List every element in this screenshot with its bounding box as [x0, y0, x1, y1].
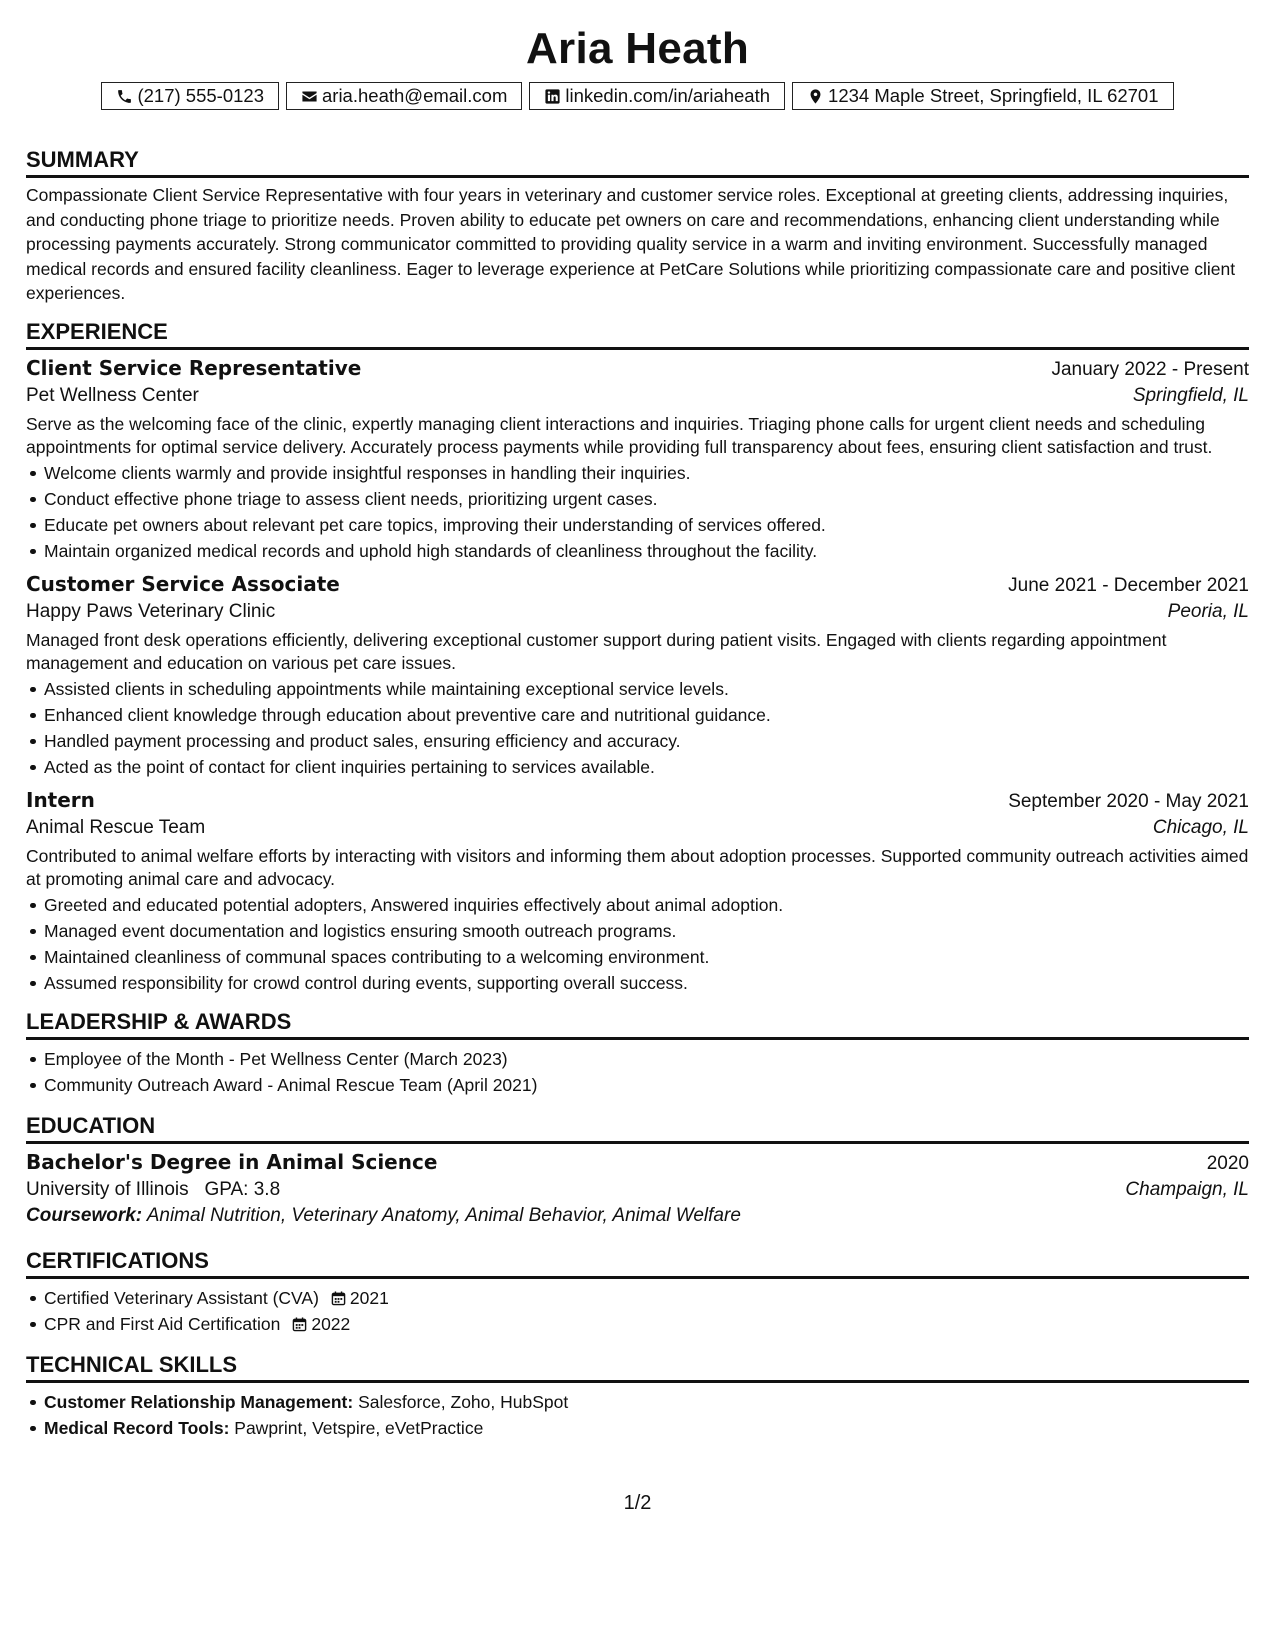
education-subheader [26, 1179, 1249, 1201]
envelope-icon [301, 88, 318, 105]
phone-icon [116, 88, 133, 105]
graduation-year: 2020 [1206, 1152, 1249, 1174]
list-item: Community Outreach Award - Animal Rescue Team (April 2021) [44, 1072, 1249, 1098]
list-item [44, 1389, 1249, 1415]
list-item: Handled payment processing and product sales, ensuring efficiency and accuracy. [44, 728, 1249, 754]
job-bullets [26, 676, 1249, 780]
job-entry [26, 788, 1249, 996]
list-item: Greeted and educated potential adopters, Answered inquiries effectively about animal adoption. [44, 892, 1249, 918]
job-org: Pet Wellness Center [26, 384, 199, 406]
job-subheader [26, 601, 1249, 623]
job-description: Managed front desk operations efficiently, delivering exceptional customer support during patient visits. Engaged with clients regarding appointment management and education on various pet care issues. [26, 629, 1167, 673]
awards-list [26, 1046, 1249, 1098]
gpa: GPA: 3.8 [204, 1178, 281, 1200]
contact-email[interactable] [286, 82, 522, 110]
experience-heading: EXPERIENCE [26, 318, 1249, 350]
skills-list [26, 1389, 1249, 1441]
job-bullets [26, 892, 1249, 996]
experience-section [26, 318, 1249, 996]
job-org: Animal Rescue Team [26, 816, 206, 838]
skills-section [26, 1351, 1249, 1441]
list-item [44, 1285, 1249, 1311]
list-item: Assumed responsibility for crowd control during events, supporting overall success. [44, 970, 1249, 996]
list-item: Employee of the Month - Pet Wellness Center (March 2023) [44, 1046, 1249, 1072]
list-item: Educate pet owners about relevant pet care topics, improving their understanding of services offered. [44, 512, 1249, 538]
education-section [26, 1112, 1249, 1227]
certifications-section [26, 1247, 1249, 1337]
job-location: Chicago, IL [1152, 816, 1249, 838]
contact-bar [26, 82, 1249, 110]
school-info [26, 1179, 280, 1201]
job-header [26, 572, 1249, 597]
education-header [26, 1150, 1249, 1175]
phone-text: (217) 555-0123 [137, 85, 264, 106]
skill-value: Pawprint, Vetspire, eVetPractice [234, 1417, 484, 1438]
summary-heading: SUMMARY [26, 146, 1249, 178]
job-title: Client Service Representative [26, 355, 362, 380]
list-item: Acted as the point of contact for client inquiries pertaining to services available. [44, 754, 1249, 780]
job-header [26, 356, 1249, 381]
job-description: Serve as the welcoming face of the clinic, expertly managing client interactions and inquiries. Triaging phone calls for urgent client needs and scheduling appointments for optimal service delivery. Accurately process payments while providing full transparency about fees, ensuring client satisfaction and trust. [26, 413, 1213, 457]
job-subheader [26, 385, 1249, 407]
list-item: Conduct effective phone triage to assess client needs, prioritizing urgent cases. [44, 486, 1249, 512]
job-entry [26, 356, 1249, 564]
awards-section [26, 1008, 1249, 1098]
list-item [44, 1311, 1249, 1337]
certifications-heading: CERTIFICATIONS [26, 1247, 1249, 1279]
list-item: Assisted clients in scheduling appointments while maintaining exceptional service levels. [44, 676, 1249, 702]
list-item: Welcome clients warmly and provide insightful responses in handling their inquiries. [44, 460, 1249, 486]
skill-label: Medical Record Tools: [44, 1417, 230, 1438]
job-header [26, 788, 1249, 813]
job-title: Customer Service Associate [26, 571, 340, 596]
job-org: Happy Paws Veterinary Clinic [26, 600, 276, 622]
summary-section [26, 146, 1249, 306]
skills-heading: TECHNICAL SKILLS [26, 1351, 1249, 1383]
job-date: September 2020 - May 2021 [1008, 790, 1249, 812]
certification-name: CPR and First Aid Certification [44, 1313, 281, 1334]
certifications-list [26, 1285, 1249, 1337]
email-text: aria.heath@email.com [322, 85, 508, 106]
list-item [44, 1415, 1249, 1441]
job-date: January 2022 - Present [1051, 358, 1249, 380]
awards-heading: LEADERSHIP & AWARDS [26, 1008, 1249, 1040]
job-entry [26, 572, 1249, 780]
school-name: University of Illinois [26, 1178, 189, 1200]
linkedin-icon [544, 88, 561, 105]
skill-label: Customer Relationship Management: [44, 1391, 354, 1412]
contact-phone[interactable] [101, 82, 279, 110]
skill-value: Salesforce, Zoho, HubSpot [358, 1391, 569, 1412]
coursework-text: Animal Nutrition, Veterinary Anatomy, Animal Behavior, Animal Welfare [146, 1204, 741, 1226]
job-location: Peoria, IL [1167, 600, 1249, 622]
candidate-name: Aria Heath [525, 24, 750, 73]
certification-year: 2021 [349, 1287, 389, 1308]
certification-name: Certified Veterinary Assistant (CVA) [44, 1287, 319, 1308]
coursework-label: Coursework: [26, 1204, 143, 1226]
school-location: Champaign, IL [1125, 1178, 1249, 1200]
list-item: Maintained cleanliness of communal spaces contributing to a welcoming environment. [44, 944, 1249, 970]
list-item: Maintain organized medical records and uphold high standards of cleanliness throughout the facility. [44, 538, 1249, 564]
job-subheader [26, 817, 1249, 839]
job-date: June 2021 - December 2021 [1008, 574, 1249, 596]
list-item: Enhanced client knowledge through education about preventive care and nutritional guidance. [44, 702, 1249, 728]
job-bullets [26, 460, 1249, 564]
job-location: Springfield, IL [1132, 384, 1249, 406]
linkedin-text: linkedin.com/in/ariaheath [565, 85, 771, 106]
calendar-icon [292, 1317, 307, 1332]
job-description: Contributed to animal welfare efforts by interacting with visitors and informing them about adoption processes. Supported community outreach activities aimed at promoting animal care and advocacy. [26, 845, 1249, 889]
contact-linkedin[interactable] [529, 82, 785, 110]
page-number: 1/2 [623, 1492, 652, 1514]
education-heading: EDUCATION [26, 1112, 1249, 1144]
job-title: Intern [26, 787, 95, 812]
coursework [26, 1205, 1249, 1227]
summary-text: Compassionate Client Service Representative with four years in veterinary and customer service roles. Exceptional at greeting clients, addressing inquiries, and conducting phone triage to prioritize needs. Proven ability to educate pet owners on care and recommendations, enhancing client understanding while processing payments accurately. Strong communicator committed to providing quality service in a warm and inviting environment. Successfully managed medical records and ensured facility cleanliness. Eager to leverage experience at PetCare Solutions while prioritizing compassionate care and positive client experiences. [26, 185, 1236, 303]
calendar-icon [331, 1291, 346, 1306]
contact-address[interactable] [792, 82, 1173, 110]
map-marker-icon [807, 88, 824, 105]
address-text: 1234 Maple Street, Springfield, IL 62701 [828, 85, 1159, 106]
list-item: Managed event documentation and logistics ensuring smooth outreach programs. [44, 918, 1249, 944]
certification-year: 2022 [311, 1313, 351, 1334]
degree-title: Bachelor's Degree in Animal Science [26, 1149, 438, 1174]
